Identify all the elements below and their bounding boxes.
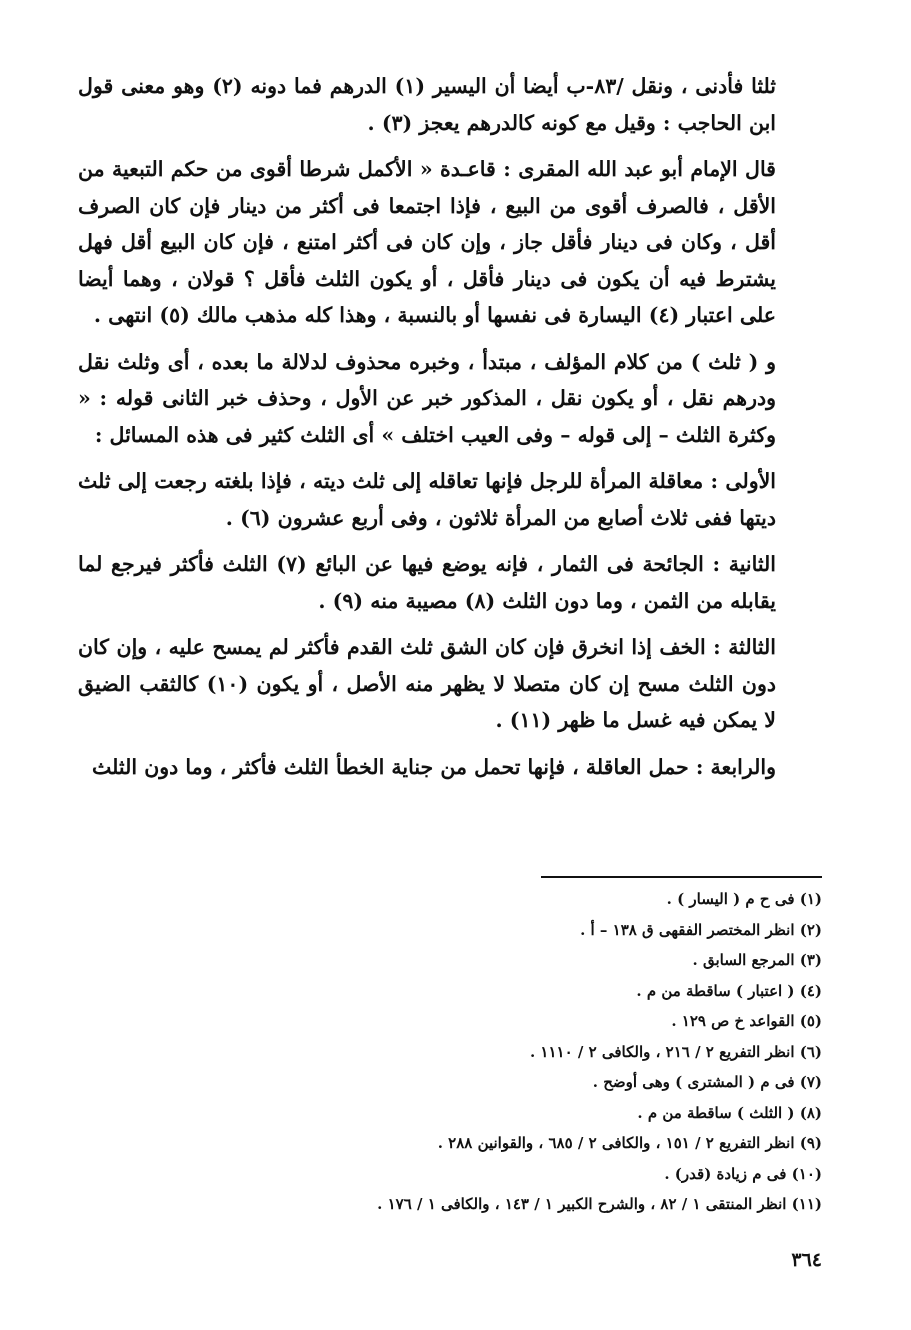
footnote: (٩) انظر التفريع ٢ / ١٥١ ، والكافى ٢ / ٦٨٥ ، والقوانين ٢٨٨ . — [437, 1134, 822, 1152]
paragraph: الثانية : الجائحة فى الثمار ، فإنه يوضع فيها عن البائع (٧) الثلث فأكثر فيرجع لما يقابله من الثمن ، وما دون الثلث (٨) مصيبة منه (٩) . — [78, 552, 776, 613]
paragraph: الأولى : معاقلة المرأة للرجل فإنها تعاقله إلى ثلث ديته ، فإذا بلغته رجعت إلى ثلث ديتها ففى ثلاث أصابع من المرأة ثلاثون ، وفى أربع عشرون (٦) . — [78, 469, 776, 530]
footnote-divider — [541, 876, 822, 878]
paragraph: ثلثا فأدنى ، ونقل /٨٣-ب أيضا أن اليسير (١) الدرهم فما دونه (٢) وهو معنى قول ابن الحاجب : وقيل مع كونه كالدرهم يعجز (٣) . — [78, 74, 777, 135]
paragraph: الثالثة : الخف إذا انخرق فإن كان الشق ثلث القدم فأكثر لم يمسح عليه ، وإن كان دون الثلث مسح إن كان متصلا لا يظهر منه الأصل ، أو يكون (١٠) كالثقب الضيق لا يمكن فيه غسل ما ظهر (١١) . — [78, 635, 776, 732]
footnote: (٧) فى م ( المشترى ) وهى أوضح . — [592, 1073, 822, 1091]
footnote: (٢) انظر المختصر الفقهى ق ١٣٨ – أ . — [580, 920, 822, 939]
footnote: (٨) ( الثلث ) ساقطة من م . — [637, 1103, 822, 1122]
main-text — [78, 68, 776, 795]
paragraph: والرابعة : حمل العاقلة ، فإنها تحمل من جناية الخطأ الثلث فأكثر ، وما دون الثلث — [92, 754, 776, 779]
paragraph: و ( ثلث ) من كلام المؤلف ، مبتدأ ، وخبره محذوف لدلالة ما بعده ، أى وثلث نقل ودرهم نقل ، أو يكون نقل ، المذكور خبر عن الأول ، وحذف خبر الثانى قوله : « وكثرة الثلث – إلى قوله – وفى العيب اختلف » أى الثلث كثير فى هذه المسائل : — [78, 349, 776, 447]
page-number: ٣٦٤ — [791, 1249, 822, 1271]
footnote: (١١) انظر المنتقى ١ / ٨٢ ، والشرح الكبير ١ / ١٤٣ ، والكافى ١ / ١٧٦ . — [377, 1195, 822, 1213]
footnote: (٥) القواعد خ ص ١٢٩ . — [671, 1012, 822, 1030]
footnote: (٦) انظر التفريع ٢ / ٢١٦ ، والكافى ٢ / ١١١٠ . — [529, 1042, 822, 1061]
paragraph: قال الإمام أبو عبد الله المقرى : قاعـدة « الأكمل شرطا أقوى من حكم التبعية من الأقل ، فالصرف أقوى من البيع ، فإذا اجتمعا فى أكثر من دينار فإن كان الصرف أقل ، وكان فى دينار فأقل جاز ، وإن كان فى أكثر امتنع ، فإن كان البيع أقل فهل يشترط فيه أن يكون فى دينار فأقل ، أو يكون الثلث فأقل ؟ قولان ، وهما أيضا على اعتبار (٤) اليسارة فى نفسها أو بالنسبة ، وهذا كله مذهب مالك (٥) انتهى . — [78, 157, 776, 327]
footnote: (٣) المرجع السابق . — [692, 951, 822, 969]
footnotes — [250, 884, 822, 1220]
footnote: (٤) ( اعتبار ) ساقطة من م . — [636, 981, 822, 1000]
footnote: (١) فى ح م ( اليسار ) . — [666, 890, 822, 908]
footnote: (١٠) فى م زيادة (قدر) . — [664, 1164, 822, 1183]
